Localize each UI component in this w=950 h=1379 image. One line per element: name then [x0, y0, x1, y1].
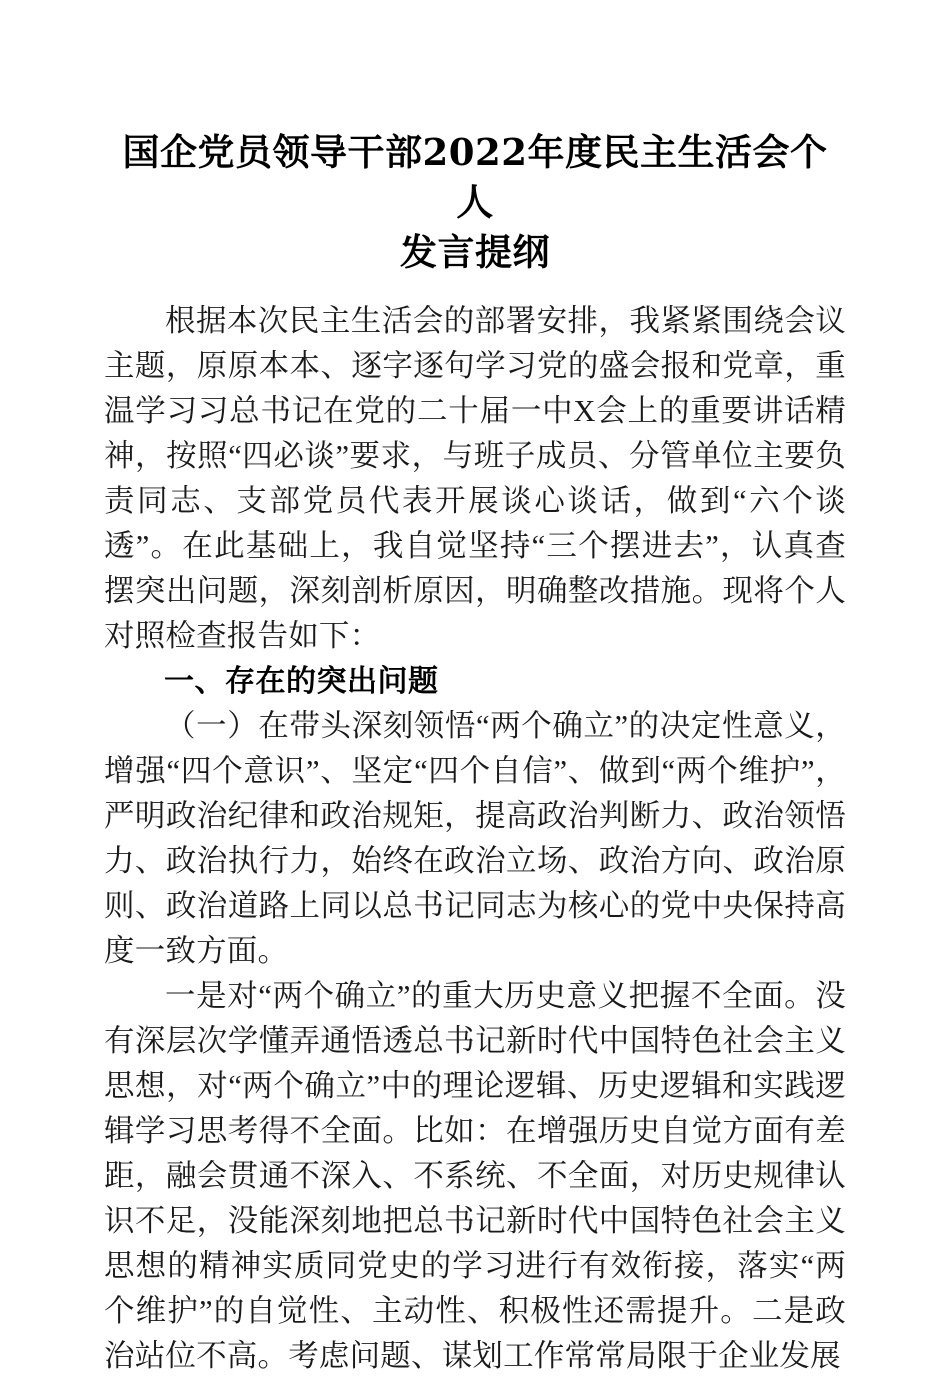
page-title-line-1: 国企党员领导干部2022年度民主生活会个人 — [122, 130, 828, 224]
issue-paragraph-1: 一是对“两个确立”的重大历史意义把握不全面。没有深层次学懂弄通悟透总书记新时代中国特色社会主义思想，对“两个确立”中的理论逻辑、历史逻辑和实践逻辑学习思考得不全面。比如：在增强历史自觉方面有差距，融会贯通不深入、不系统、不全面，对历史规律认识不足，没能深刻地把总书记新时代中国特色社会主义思想的精神实质同党史的学习进行有效衔接，落实“两个维护”的自觉性、主动性、积极性还需提升。二是政治站位不高。考虑问题、谋划工作常常局限于企业发展 — [104, 979, 846, 1373]
document-body — [104, 0, 846, 1379]
section-heading-1: 一、存在的突出问题 — [164, 665, 439, 698]
page-title — [104, 0, 846, 277]
intro-paragraph: 根据本次民主生活会的部署安排，我紧紧围绕会议主题，原原本本、逐字逐句学习党的盛会报和党章，重温学习习总书记在党的二十届一中X会上的重要讲话精神，按照“四必谈”要求，与班子成员、分管单位主要负责同志、支部党员代表开展谈心谈话，做到“六个谈透”。在此基础上，我自觉坚持“三个摆进去”，认真查摆突出问题，深刻剖析原因，明确整改措施。现将个人对照检查报告如下： — [104, 304, 846, 653]
subsection-paragraph-1: （一）在带头深刻领悟“两个确立”的决定性意义，增强“四个意识”、坚定“四个自信”、做到“两个维护”，严明政治纪律和政治规矩，提高政治判断力、政治领悟力、政治执行力，始终在政治立场、政治方向、政治原则、政治道路上同以总书记同志为核心的党中央保持高度一致方面。 — [104, 709, 846, 968]
page-title-line-2: 发言提纲 — [400, 230, 550, 274]
